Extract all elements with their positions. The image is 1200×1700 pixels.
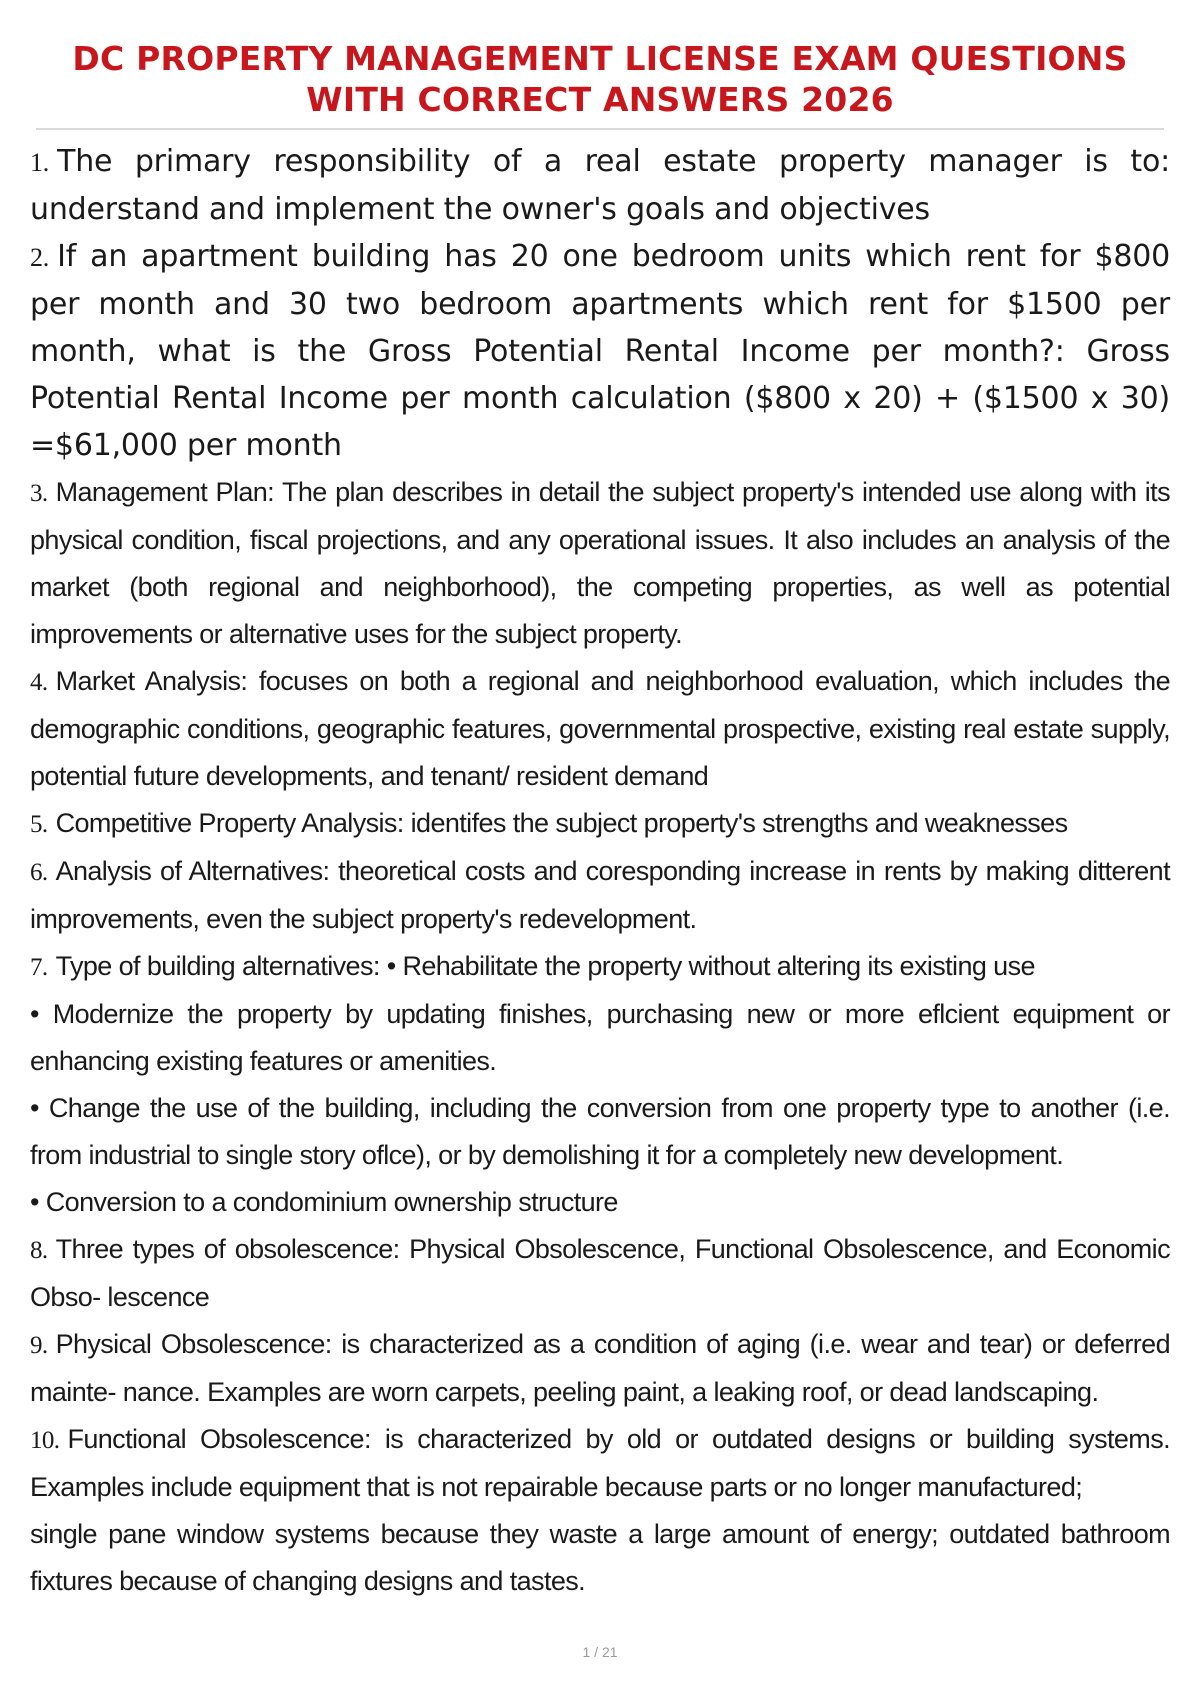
title-divider [36, 128, 1164, 130]
item-number: 2. [30, 243, 50, 272]
answer-text: Physical Obsolescence, Functional Obsolescence, and Economic Obso- lescence [30, 1234, 1170, 1312]
qa-question-line [30, 1226, 1170, 1321]
item-number: 9. [30, 1332, 48, 1359]
question-text: Market Analysis: [55, 666, 248, 696]
qa-item-5 [30, 800, 1170, 848]
answer-text: The plan describes in detail the subject property's intended use along with its physical condition, fiscal projections, and any operational issues. It also includes an analysis of the market (both regional and neighborhood), the competing properties, as well as potential improvements or alternative uses for the subject property. [30, 477, 1170, 649]
qa-question-line [30, 1321, 1170, 1416]
answer-continuation: single pane window systems because they waste a large amount of energy; outdated bathroom fixtures because of changing designs and tastes. [30, 1519, 1170, 1596]
qa-list [30, 138, 1170, 1605]
qa-question-line [30, 138, 1170, 233]
qa-question-line [30, 848, 1170, 943]
qa-item-3 [30, 469, 1170, 658]
question-text: Functional Obsolescence: [67, 1424, 371, 1454]
question-text: Management Plan: [55, 477, 275, 507]
qa-question-line [30, 943, 1170, 991]
document-title: DC PROPERTY MANAGEMENT LICENSE EXAM QUESTIONS WITH CORRECT ANSWERS 2026 [72, 39, 1128, 119]
qa-item-2 [30, 233, 1170, 469]
bullet-line: • Modernize the property by updating finishes, purchasing new or more eflcient equipment or enhancing existing features or amenities. [30, 999, 1170, 1076]
answer-text: theoretical costs and coresponding increase in rents by making ditterent improvements, even the subject property's redevelopment. [30, 856, 1170, 934]
qa-question-line [30, 469, 1170, 658]
item-number: 8. [30, 1237, 48, 1264]
item-number: 10. [30, 1427, 60, 1454]
question-text: Competitive Property Analysis: [55, 808, 404, 838]
qa-item-9 [30, 1321, 1170, 1416]
qa-question-line [30, 233, 1170, 469]
qa-question-line [30, 800, 1170, 848]
question-text: Physical Obsolescence: [55, 1329, 332, 1359]
qa-item-6 [30, 848, 1170, 943]
answer-text: Gross Potential Rental Income per month calculation ($800 x 20) + ($1500 x 30) =$61,000 per month [30, 334, 1170, 463]
item-number: 4. [30, 669, 48, 696]
bullet-line: • Conversion to a condominium ownership structure [30, 1187, 618, 1217]
qa-question-line [30, 658, 1170, 800]
answer-text: • Rehabilitate the property without altering its existing use [386, 951, 1035, 981]
item-number: 3. [30, 480, 48, 507]
answer-text: understand and implement the owner's goals and objectives [30, 192, 930, 227]
answer-text: is characterized by old or outdated designs or building systems. Examples include equipment that is not repairable because parts or no longer manufactured; [30, 1424, 1170, 1502]
item-number: 7. [30, 954, 48, 981]
item-number: 5. [30, 811, 48, 838]
question-text: If an apartment building has 20 one bedroom units which rent for $800 per month and 30 two bedroom apartments which rent for $1500 per month, what is the Gross Potential Rental Income per month?: [30, 239, 1170, 369]
qa-item-8 [30, 1226, 1170, 1321]
page-indicator: 1 / 21 [582, 1644, 618, 1660]
item-number: 1. [30, 148, 50, 177]
qa-question-line [30, 1416, 1170, 1511]
qa-item-7 [30, 943, 1170, 1226]
question-text: The primary responsibility of a real estate property manager is to: [57, 144, 1170, 179]
qa-item-1 [30, 138, 1170, 233]
qa-item-10 [30, 1416, 1170, 1605]
answer-text: is characterized as a condition of aging (i.e. wear and tear) or deferred mainte- nance. Examples are worn carpets, peeling paint, a leaking roof, or dead landscaping. [30, 1329, 1170, 1407]
answer-text: focuses on both a regional and neighborhood evaluation, which includes the demographic conditions, geographic features, governmental prospective, existing real estate supply, potential future developments, and tenant/ resident demand [30, 666, 1170, 791]
question-text: Type of building alternatives: [55, 951, 380, 981]
qa-item-4 [30, 658, 1170, 800]
question-text: Three types of obsolescence: [55, 1234, 400, 1264]
item-number: 6. [30, 859, 48, 886]
bullet-line: • Change the use of the building, including the conversion from one property type to another (i.e. from industrial to single story oflce), or by demolishing it for a completely new development. [30, 1093, 1170, 1170]
question-text: Analysis of Alternatives: [55, 856, 330, 886]
answer-text: identifes the subject property's strengths and weaknesses [410, 808, 1068, 838]
